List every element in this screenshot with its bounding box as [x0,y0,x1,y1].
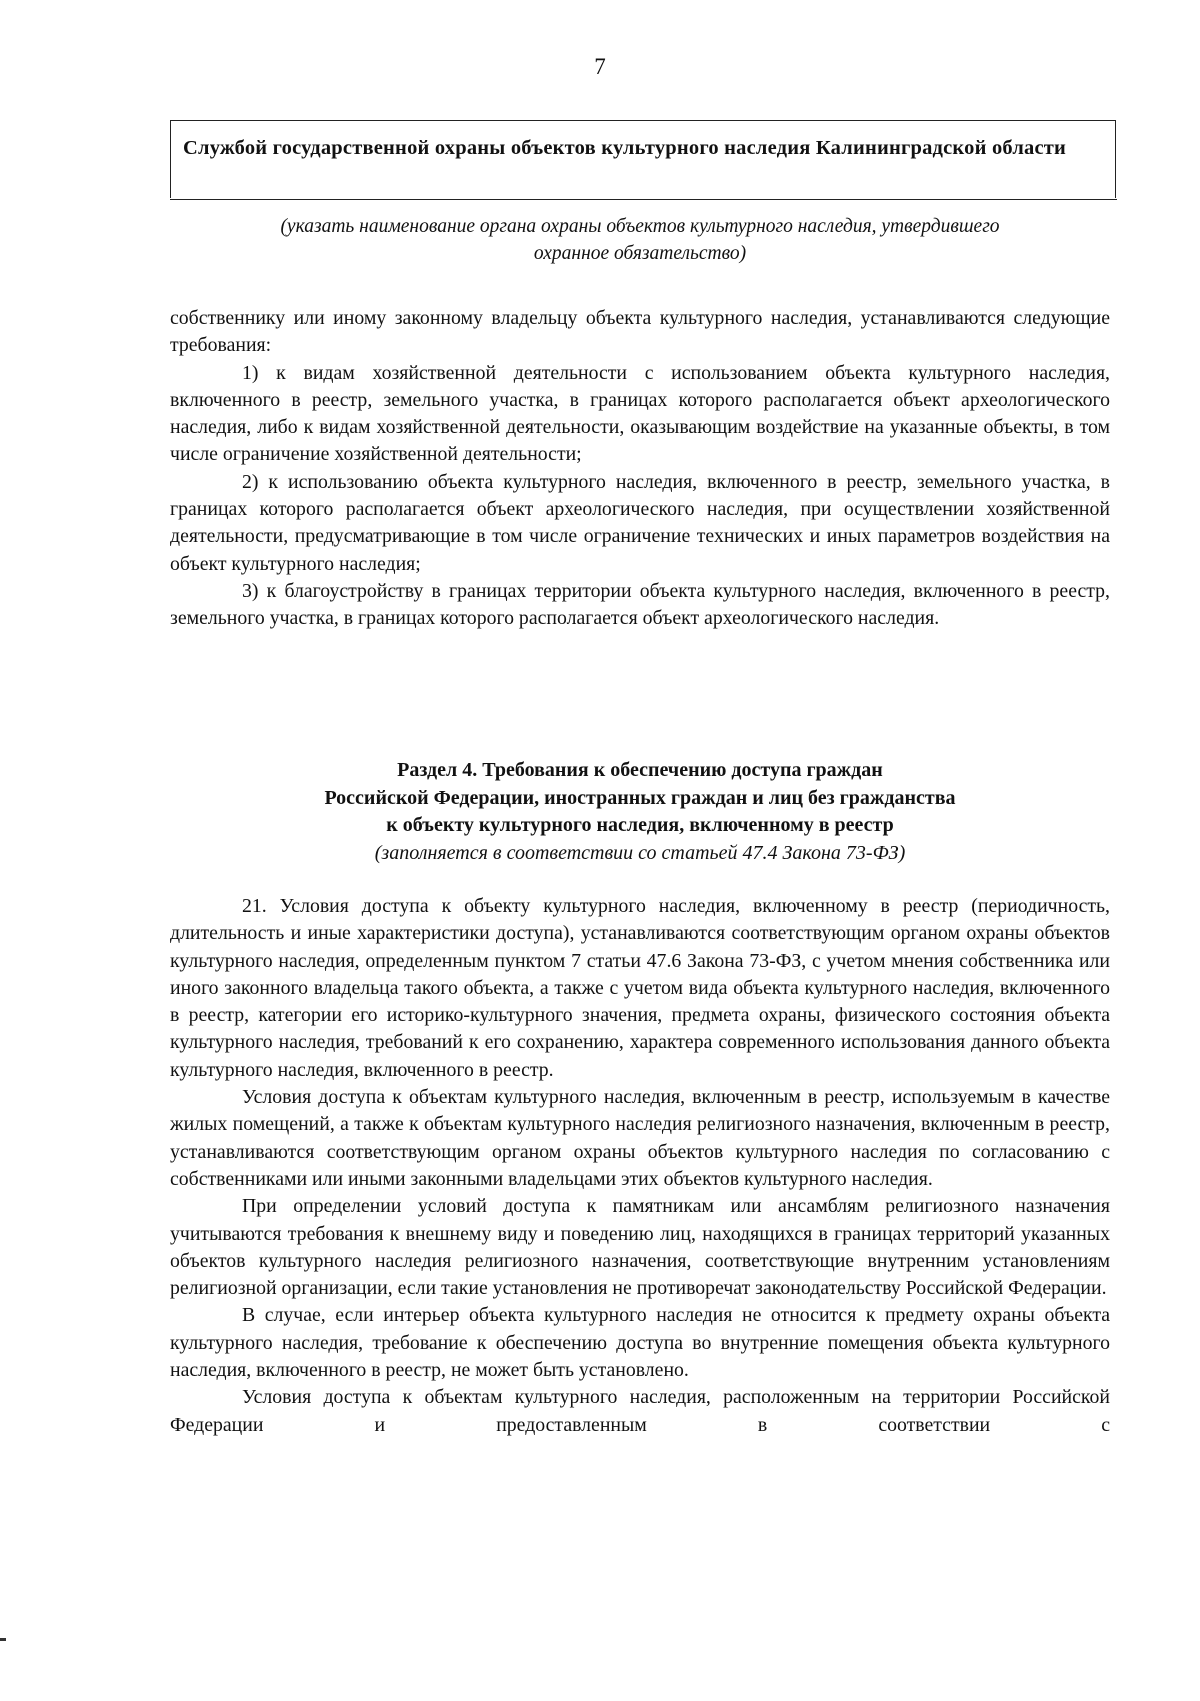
authority-note-line1: (указать наименование органа охраны объектов культурного наследия, утвердившего [280,216,1000,237]
authority-note-line2: охранное обязательство) [533,243,747,264]
section-title-line3: к объекту культурного наследия, включенному в реестр [386,814,894,836]
section-title-line2: Российской Федерации, иностранных граждан и лиц без гражданства [324,786,956,809]
section-title-line1: Раздел 4. Требования к обеспечению доступа граждан [397,759,883,781]
access-conditions [170,893,1110,1439]
paragraph-residential: Условия доступа к объектам культурного наследия, включенным в реестр, используемым в качестве жилых помещений, а также к объектам культурного наследия религиозного назначения, включенным в реестр, устанавливаются соответствующим органом охраны объектов культурного наследия по согласованию с собственниками или иными законными владельцами этих объектов культурного наследия. [170,1086,1110,1190]
requirement-item-3: 3) к благоустройству в границах территории объекта культурного наследия, включенного в реестр, земельного участка, в границах которого располагается объект археологического наследия. [170,579,1110,630]
page-number: 7 [594,54,606,79]
intro-paragraph: собственнику или иному законному владельцу объекта культурного наследия, устанавливаются следующие требования: [170,307,1110,357]
paragraph-interior: В случае, если интерьер объекта культурного наследия не относится к предмету охраны объекта культурного наследия, требование к обеспечению доступа во внутренние помещения объекта культурного наследия, включенного в реестр, не может быть установлено. [170,1304,1110,1382]
authority-underline [170,199,1117,200]
section-note: (заполняется в соответствии со статьей 47.4 Закона 73-ФЗ) [374,841,906,864]
authority-note [200,213,1080,267]
authority-name: Службой государственной охраны объектов культурного наследия Калининградской области [183,137,1067,159]
intro-requirements [170,305,1110,633]
clause-21: 21. Условия доступа к объекту культурного наследия, включенному в реестр (периодичность, длительность и иные характеристики доступа), устанавливаются соответствующим органом охраны объектов культурного наследия, определенным пунктом 7 статьи 47.6 Закона 73-ФЗ, с учетом мнения собственника или иного законного владельца такого объекта, а также с учетом вида объекта культурного наследия, включенного в реестр, категории его историко-культурного значения, предмета охраны, физического состояния объекта культурного наследия, требований к его сохранению, характера современного использования данного объекта культурного наследия, включенного в реестр. [170,895,1110,1081]
paragraph-territory: Условия доступа к объектам культурного наследия, расположенным на территории Российской Федерации и предоставленным в соответствии с [170,1386,1110,1436]
authority-box [170,120,1116,198]
scan-mark [0,1638,6,1641]
requirement-item-2: 2) к использованию объекта культурного наследия, включенного в реестр, земельного участка, в границах которого располагается объект археологического наследия, при осуществлении хозяйственной деятельности, предусматривающие в том числе ограничение технических и иных параметров воздействия на объект культурного наследия; [170,470,1110,575]
section-heading [170,757,1110,867]
paragraph-religious: При определении условий доступа к памятникам или ансамблям религиозного назначения учитываются требования к внешнему виду и поведению лиц, находящихся в границах территорий указанных объектов культурного наследия религиозного назначения, соответствующие внутренним установлениям религиозной организации, если такие установления не противоречат законодательству Российской Федерации. [170,1195,1110,1300]
requirement-item-1: 1) к видам хозяйственной деятельности с использованием объекта культурного наследия, включенного в реестр, земельного участка, в границах которого располагается объект археологического наследия, либо к видам хозяйственной деятельности, оказывающим воздействие на указанные объекты, в том числе ограничение хозяйственной деятельности; [170,361,1110,466]
